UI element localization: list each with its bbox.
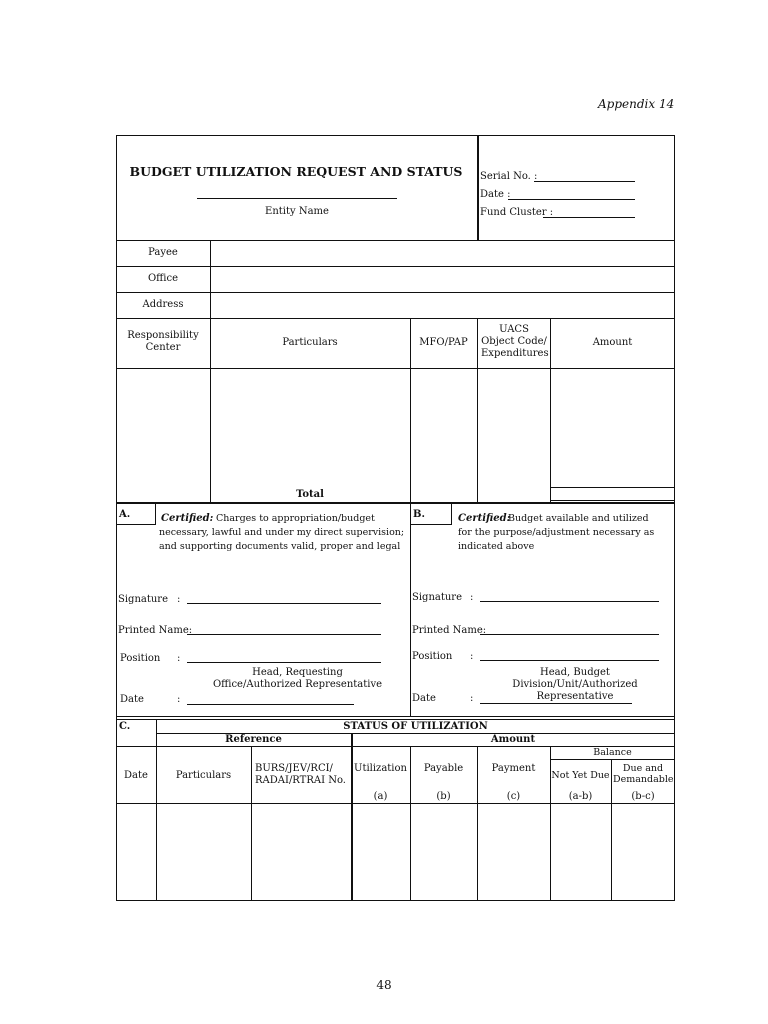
fund-cluster-field[interactable] [543,217,635,218]
appendix-label: Appendix 14 [598,97,675,111]
section-a-certified: Certified: [161,513,214,524]
section-b-certified: Certified: [458,513,511,524]
section-a-signature-field[interactable] [187,603,381,604]
payee-label: Payee [148,247,178,258]
payee-field[interactable] [211,241,674,265]
address-label: Address [142,299,184,310]
page-number: 48 [376,978,392,992]
section-b-signature-label: Signature [412,592,463,603]
address-field[interactable] [211,293,674,317]
section-a-printed-name-label: Printed Name: [118,625,193,636]
section-b-date-label: Date [412,693,436,704]
c-sub-c: (c) [506,791,521,802]
address-row-line [116,318,675,319]
section-b-position-field[interactable] [480,660,659,661]
c-col-payable: Payable [423,763,464,774]
section-a-letter: A. [119,509,131,520]
col-line-uacs [477,318,478,503]
col-header-responsibility: Responsibility Center [127,330,199,353]
balance-line [550,759,675,760]
section-a-printed-name-field[interactable] [187,634,381,635]
section-c-title: STATUS OF UTILIZATION [343,721,488,732]
c-sub-b: (b) [436,791,451,802]
table-header-line [116,368,675,369]
serial-no-field[interactable] [534,181,635,182]
colon: : [177,594,181,605]
total-label: Total [296,489,324,500]
section-ab-divider [410,503,411,717]
c-col-utilization: Utilization [354,763,407,774]
c-sub-ab: (a-b) [568,791,593,802]
section-a-date-field[interactable] [187,704,354,705]
section-c-top-line-2 [116,719,675,720]
c-sub-a: (a) [373,791,388,802]
date-label: Date : [480,189,511,200]
section-a-date-label: Date [120,694,144,705]
c-sub-bc: (b-c) [631,791,655,802]
section-c-letter: C. [119,721,131,732]
colon: : [177,653,181,664]
col-header-amount: Amount [592,337,633,348]
c-col-date: Date [124,770,148,781]
c-col-not-yet-due: Not Yet Due [551,770,610,781]
section-c-top-line [116,716,675,717]
c-col-payment: Payment [491,763,536,774]
section-b-signature-field[interactable] [480,601,659,602]
status-entry-area[interactable] [117,804,674,900]
section-b-printed-name-label: Printed Name: [412,625,487,636]
total-line-2 [550,500,675,501]
c-col-due-demandable: Due and Demandable [613,763,674,785]
colon: : [177,694,181,705]
date-field[interactable] [508,199,635,200]
serial-no-label: Serial No. : [480,171,538,182]
col-header-particulars: Particulars [282,337,338,348]
section-b-position-caption: Head, Budget Division/Unit/Authorized Representative [512,667,638,702]
reference-label: Reference [225,734,282,745]
office-label: Office [147,273,179,284]
c-col-particulars: Particulars [175,770,232,781]
amount-label: Amount [490,734,536,745]
entity-name-label: Entity Name [265,206,329,217]
section-b-printed-name-field[interactable] [480,634,659,635]
col-header-uacs: UACS Object Code/ Expenditures [481,324,549,359]
section-a-text: Charges to appropriation/budget necessary, lawful and under my direct supervision; and supporting documents valid, proper and legal [159,513,405,552]
c-col-burs: BURS/JEV/RCI/ RADAI/RTRAI No. [255,763,346,786]
section-b-text: Budget available and utilized for the purpose/adjustment necessary as indicated above [458,513,655,552]
section-b-date-field[interactable] [480,703,632,704]
fund-cluster-label: Fund Cluster : [480,207,554,218]
section-a-position-label: Position [120,653,161,664]
form-title: BUDGET UTILIZATION REQUEST AND STATUS [129,164,463,179]
section-ab-top [116,502,675,504]
section-a-signature-label: Signature [118,594,169,605]
section-b-position-label: Position [412,651,453,662]
amount-total-field[interactable] [551,488,674,500]
col-header-mfo: MFO/PAP [419,337,468,348]
colon: : [470,693,474,704]
entity-name-line [197,198,397,199]
balance-label: Balance [593,747,632,758]
section-a-position-field[interactable] [187,662,381,663]
section-b-letter: B. [413,509,425,520]
section-a-position-caption: Head, Requesting Office/Authorized Representative [212,667,383,690]
header-divider [477,135,479,241]
colon: : [470,651,474,662]
colon: : [470,592,474,603]
office-field[interactable] [211,267,674,291]
